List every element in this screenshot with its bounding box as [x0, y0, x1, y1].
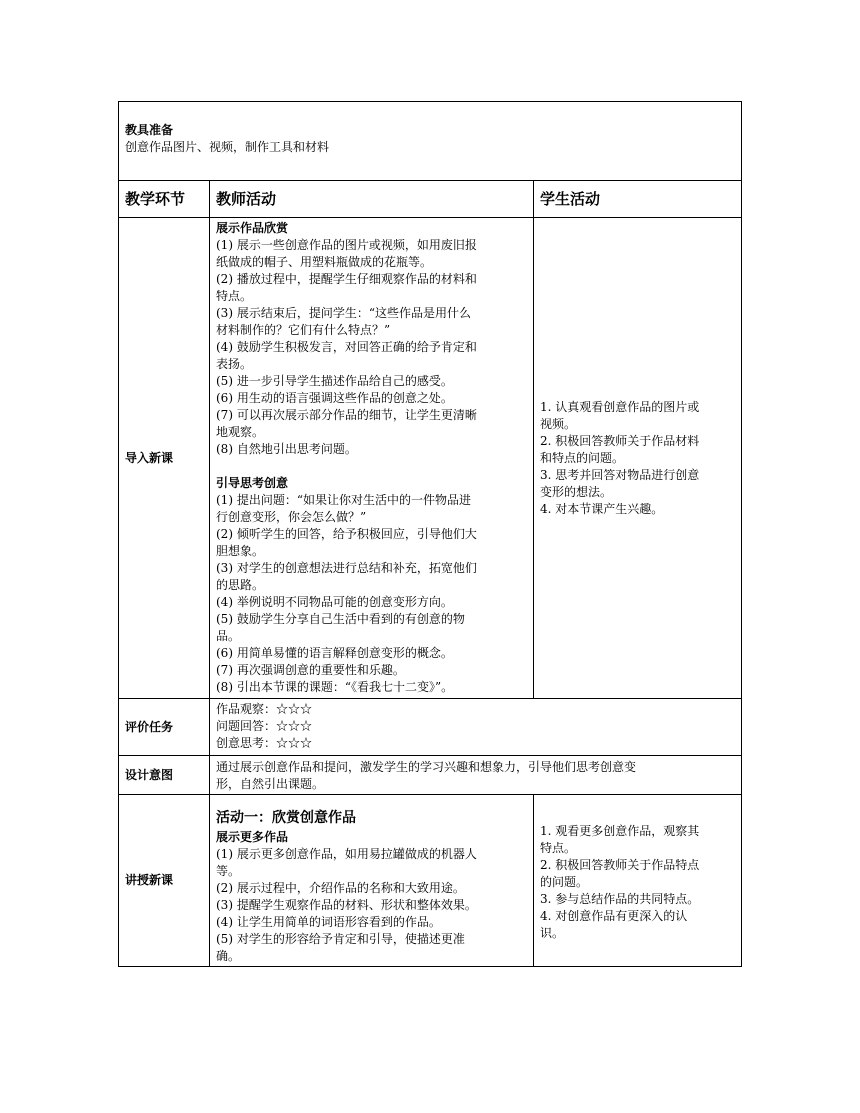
list-item: 表扬。: [216, 357, 253, 371]
list-item: (6) 用生动的语言强调这些作品的创意之处。: [216, 391, 453, 405]
intro-section2-list: [216, 492, 527, 696]
evaluation-item: 问题回答：☆☆☆: [216, 719, 313, 733]
list-item: 变形的想法。: [540, 484, 613, 499]
list-item: 品。: [216, 629, 241, 643]
list-item: 4. 对创意作品有更深入的认: [540, 909, 688, 923]
lesson-plan-table: [118, 101, 742, 967]
list-item: (4) 让学生用简单的词语形容看到的作品。: [216, 915, 441, 929]
spacer: [216, 458, 527, 475]
list-item: 特点。: [540, 841, 577, 855]
list-item: (8) 自然地引出思考问题。: [216, 442, 357, 456]
list-item: 视频。: [540, 416, 577, 431]
teach-student-cell: [534, 795, 742, 967]
evaluation-label: 评价任务: [119, 699, 210, 756]
list-item: (7) 再次强调创意的重要性和乐趣。: [216, 663, 405, 677]
header-row: [119, 181, 742, 218]
list-item: 材料制作的？它们有什么特点？”: [216, 323, 391, 337]
activity-title: 活动一：欣赏创意作品: [216, 810, 356, 826]
intro-section1-list: [216, 237, 527, 458]
header-col-teacher: 教师活动: [210, 181, 534, 218]
list-item: (7) 可以再次展示部分作品的细节，让学生更清晰: [216, 408, 477, 422]
list-item: (1) 展示更多创意作品，如用易拉罐做成的机器人: [216, 847, 477, 861]
list-item: (4) 举例说明不同物品可能的创意变形方向。: [216, 595, 453, 609]
design-cell: [210, 756, 742, 795]
intro-student-cell: [534, 218, 742, 699]
list-item: 3. 思考并回答对物品进行创意: [540, 467, 700, 482]
design-label: 设计意图: [119, 756, 210, 795]
header-col-stage: 教学环节: [119, 181, 210, 218]
design-text-line: 形，自然引出课题。: [216, 777, 325, 791]
list-item: (4) 鼓励学生积极发言，对回答正确的给予肯定和: [216, 340, 477, 354]
list-item: (3) 对学生的创意想法进行总结和补充，拓宽他们: [216, 561, 477, 575]
prep-title: 教具准备: [125, 123, 174, 137]
design-text-line: 通过展示创意作品和提问，激发学生的学习兴趣和想象力，引导他们思考创意变: [216, 760, 637, 774]
teach-teacher-cell: [210, 795, 534, 967]
evaluation-cell: [210, 699, 742, 756]
teach-row: [119, 795, 742, 967]
list-item: 地观察。: [216, 425, 265, 439]
list-item: (3) 展示结束后，提问学生：“这些作品是用什么: [216, 306, 471, 320]
list-item: 等。: [216, 864, 241, 878]
teach-label: 讲授新课: [119, 795, 210, 967]
lesson-plan-page: [118, 101, 741, 967]
intro-row: [119, 218, 742, 699]
list-item: 2. 积极回答教师关于作品特点: [540, 858, 700, 872]
list-item: (1) 提出问题：“如果让你对生活中的一件物品进: [216, 493, 471, 507]
intro-teacher-cell: [210, 218, 534, 699]
list-item: 3. 参与总结作品的共同特点。: [540, 892, 700, 906]
list-item: 纸做成的帽子、用塑料瓶做成的花瓶等。: [216, 255, 433, 269]
list-item: (2) 播放过程中，提醒学生仔细观察作品的材料和: [216, 272, 477, 286]
list-item: 识。: [540, 926, 565, 940]
list-item: 1. 认真观看创意作品的图片或: [540, 399, 700, 414]
header-col-student: 学生活动: [534, 181, 742, 218]
list-item: 确。: [216, 949, 241, 963]
list-item: (8) 引出本节课的课题：“《看我七十二变》”。: [216, 680, 454, 694]
list-item: 4. 对本节课产生兴趣。: [540, 501, 664, 516]
design-row: [119, 756, 742, 795]
prep-text: 创意作品图片、视频，制作工具和材料: [125, 140, 330, 154]
list-item: 胆想象。: [216, 544, 265, 558]
list-item: (1) 展示一些创意作品的图片或视频，如用废旧报: [216, 238, 477, 252]
intro-label: 导入新课: [119, 218, 210, 699]
list-item: (3) 提醒学生观察作品的材料、形状和整体效果。: [216, 898, 477, 912]
list-item: 1. 观看更多创意作品，观察其: [540, 824, 700, 838]
list-item: 和特点的问题。: [540, 450, 625, 465]
prep-cell: [119, 102, 742, 181]
evaluation-item: 作品观察：☆☆☆: [216, 702, 313, 716]
intro-section1-title: 展示作品欣赏: [216, 221, 289, 235]
list-item: 特点。: [216, 289, 253, 303]
evaluation-item: 创意思考：☆☆☆: [216, 736, 313, 750]
list-item: (2) 倾听学生的回答，给予积极回应，引导他们大: [216, 527, 477, 541]
list-item: 的问题。: [540, 875, 589, 889]
list-item: 行创意变形，你会怎么做？”: [216, 510, 367, 524]
list-item: (5) 进一步引导学生描述作品给自己的感受。: [216, 374, 453, 388]
list-item: (5) 对学生的形容给予肯定和引导，使描述更准: [216, 932, 465, 946]
list-item: (6) 用简单易懂的语言解释创意变形的概念。: [216, 646, 453, 660]
list-item: (2) 展示过程中，介绍作品的名称和大致用途。: [216, 881, 465, 895]
list-item: (5) 鼓励学生分享自己生活中看到的有创意的物: [216, 612, 465, 626]
list-item: 2. 积极回答教师关于作品材料: [540, 433, 700, 448]
evaluation-row: [119, 699, 742, 756]
prep-row: [119, 102, 742, 181]
teach-section-title: 展示更多作品: [216, 830, 289, 844]
list-item: 的思路。: [216, 578, 265, 592]
intro-section2-title: 引导思考创意: [216, 476, 289, 490]
